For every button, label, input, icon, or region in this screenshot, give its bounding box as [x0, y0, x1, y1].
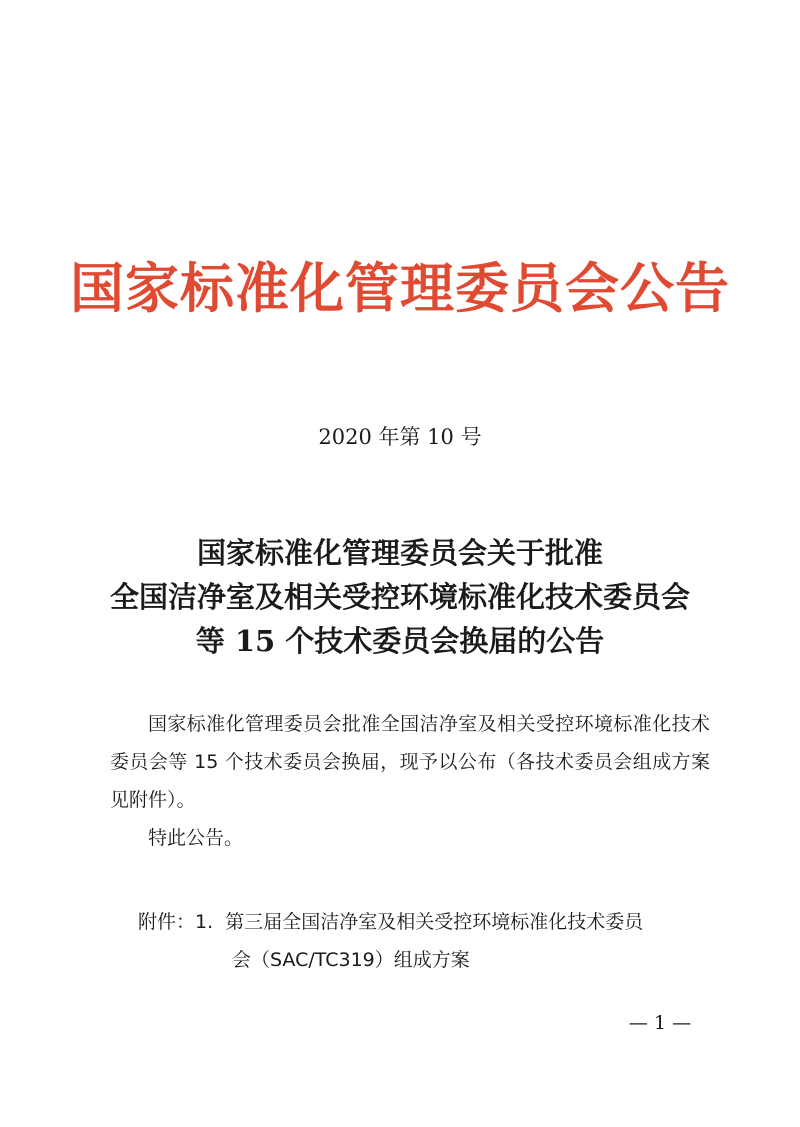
- attachment-item-continuation: 会（SAC/TC319）组成方案: [232, 949, 470, 971]
- attachment-item-text: 第三届全国洁净室及相关受控环境标准化技术委员: [225, 911, 644, 933]
- closing-paragraph: 特此公告。: [148, 827, 244, 849]
- announcement-heading: [0, 531, 800, 663]
- attachment-label: 附件：: [138, 911, 196, 933]
- body-paragraph: 国家标准化管理委员会批准全国洁净室及相关受控环境标准化技术委员会等 15 个技术委员会换届，现予以公布（各技术委员会组成方案见附件）。: [110, 713, 710, 811]
- attachment-line: [138, 903, 643, 941]
- page-number: — 1 —: [628, 1012, 692, 1034]
- heading-line-2: 全国洁净室及相关受控环境标准化技术委员会: [109, 580, 690, 614]
- body-text: [110, 705, 710, 857]
- attachment-item-number: 1.: [195, 911, 214, 933]
- heading-line-1: 国家标准化管理委员会关于批准: [196, 536, 603, 570]
- issuer-title: 国家标准化管理委员会公告: [70, 256, 730, 320]
- document-number: 2020 年第 10 号: [318, 425, 482, 449]
- heading-line-3: 等 15 个技术委员会换届的公告: [195, 624, 605, 658]
